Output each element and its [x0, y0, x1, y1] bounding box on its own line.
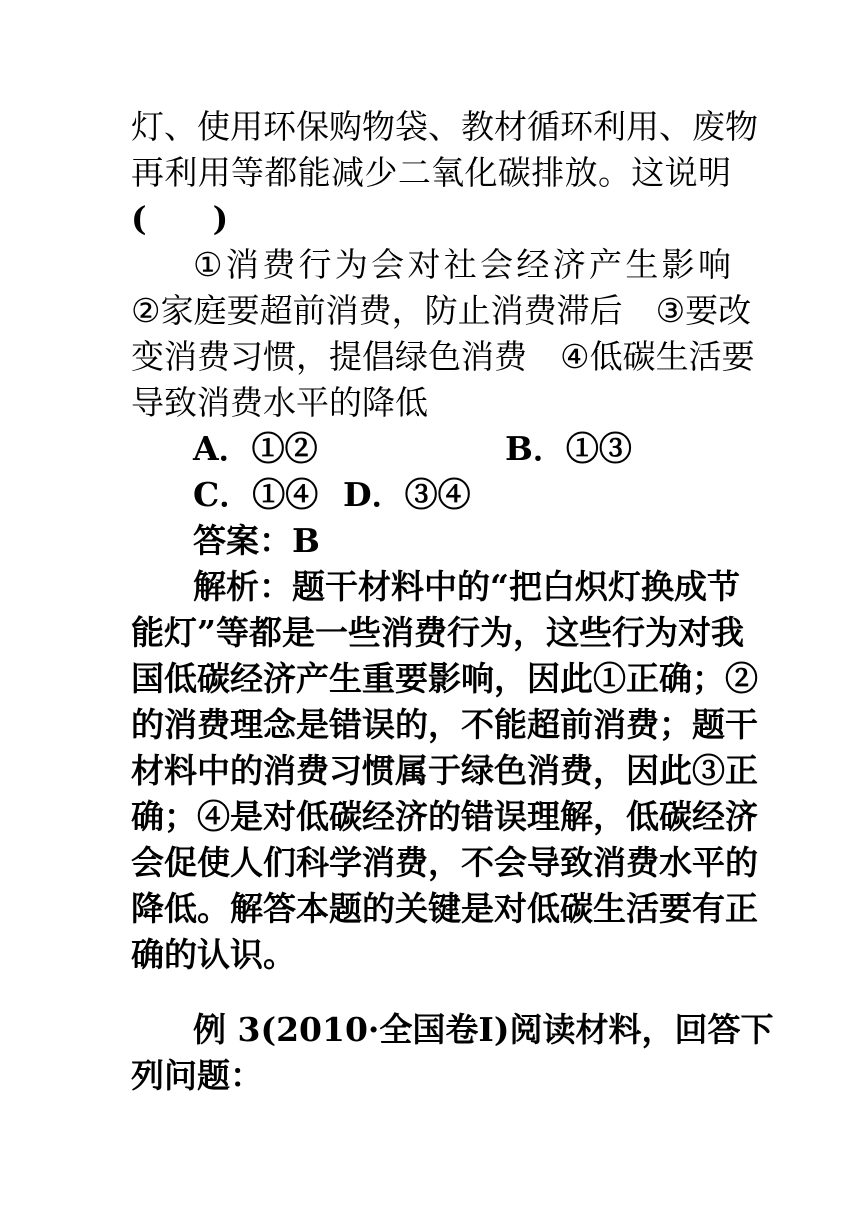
example-heading-line-2: 列问题： — [131, 1056, 263, 1095]
answer-blank: ( ) — [131, 199, 229, 238]
analysis-line-5: 材料中的消费习惯属于绿色消费，因此③正 — [131, 751, 758, 790]
answer-line — [193, 518, 320, 564]
statement-line-4: 导致消费水平的降低 — [131, 383, 428, 422]
analysis-line-8: 降低。解答本题的关键是对低碳生活要有正 — [131, 889, 758, 928]
analysis-label: 解析： — [193, 567, 292, 606]
answer-value: B — [292, 521, 320, 560]
analysis-line-7: 会促使人们科学消费，不会导致消费水平的 — [131, 843, 758, 882]
analysis-line-6: 确；④是对低碳经济的错误理解，低碳经济 — [131, 797, 758, 836]
statement-line-1: ①消费行为会对社会经济产生影响 — [193, 245, 731, 284]
analysis-line-3: 国低碳经济产生重要影响，因此①正确；② — [131, 659, 758, 698]
option-c: C．①④ — [193, 475, 319, 514]
question-line-1: 灯、使用环保购物袋、教材循环利用、废物 — [131, 107, 758, 146]
option-b: B．①③ — [505, 429, 632, 468]
analysis-line-1 — [193, 564, 740, 610]
answer-label: 答案： — [193, 521, 292, 560]
statement-line-3: 变消费习惯，提倡绿色消费 ④低碳生活要 — [131, 337, 755, 376]
analysis-first-text: 题干材料中的“把白炽灯换成节 — [292, 567, 740, 606]
option-d: D．③④ — [343, 475, 471, 514]
analysis-line-9: 确的认识。 — [131, 935, 296, 974]
question-line-2: 再利用等都能减少二氧化碳排放。这说明 — [131, 153, 731, 192]
option-a: A．①② — [193, 429, 318, 468]
analysis-line-4: 的消费理念是错误的，不能超前消费；题干 — [131, 705, 758, 744]
analysis-line-2: 能灯”等都是一些消费行为，这些行为对我 — [131, 613, 744, 652]
statement-line-2: ②家庭要超前消费，防止消费滞后 ③要改 — [131, 291, 752, 330]
example-heading-line-1: 例 3(2010·全国卷Ⅰ)阅读材料，回答下 — [193, 1010, 774, 1049]
